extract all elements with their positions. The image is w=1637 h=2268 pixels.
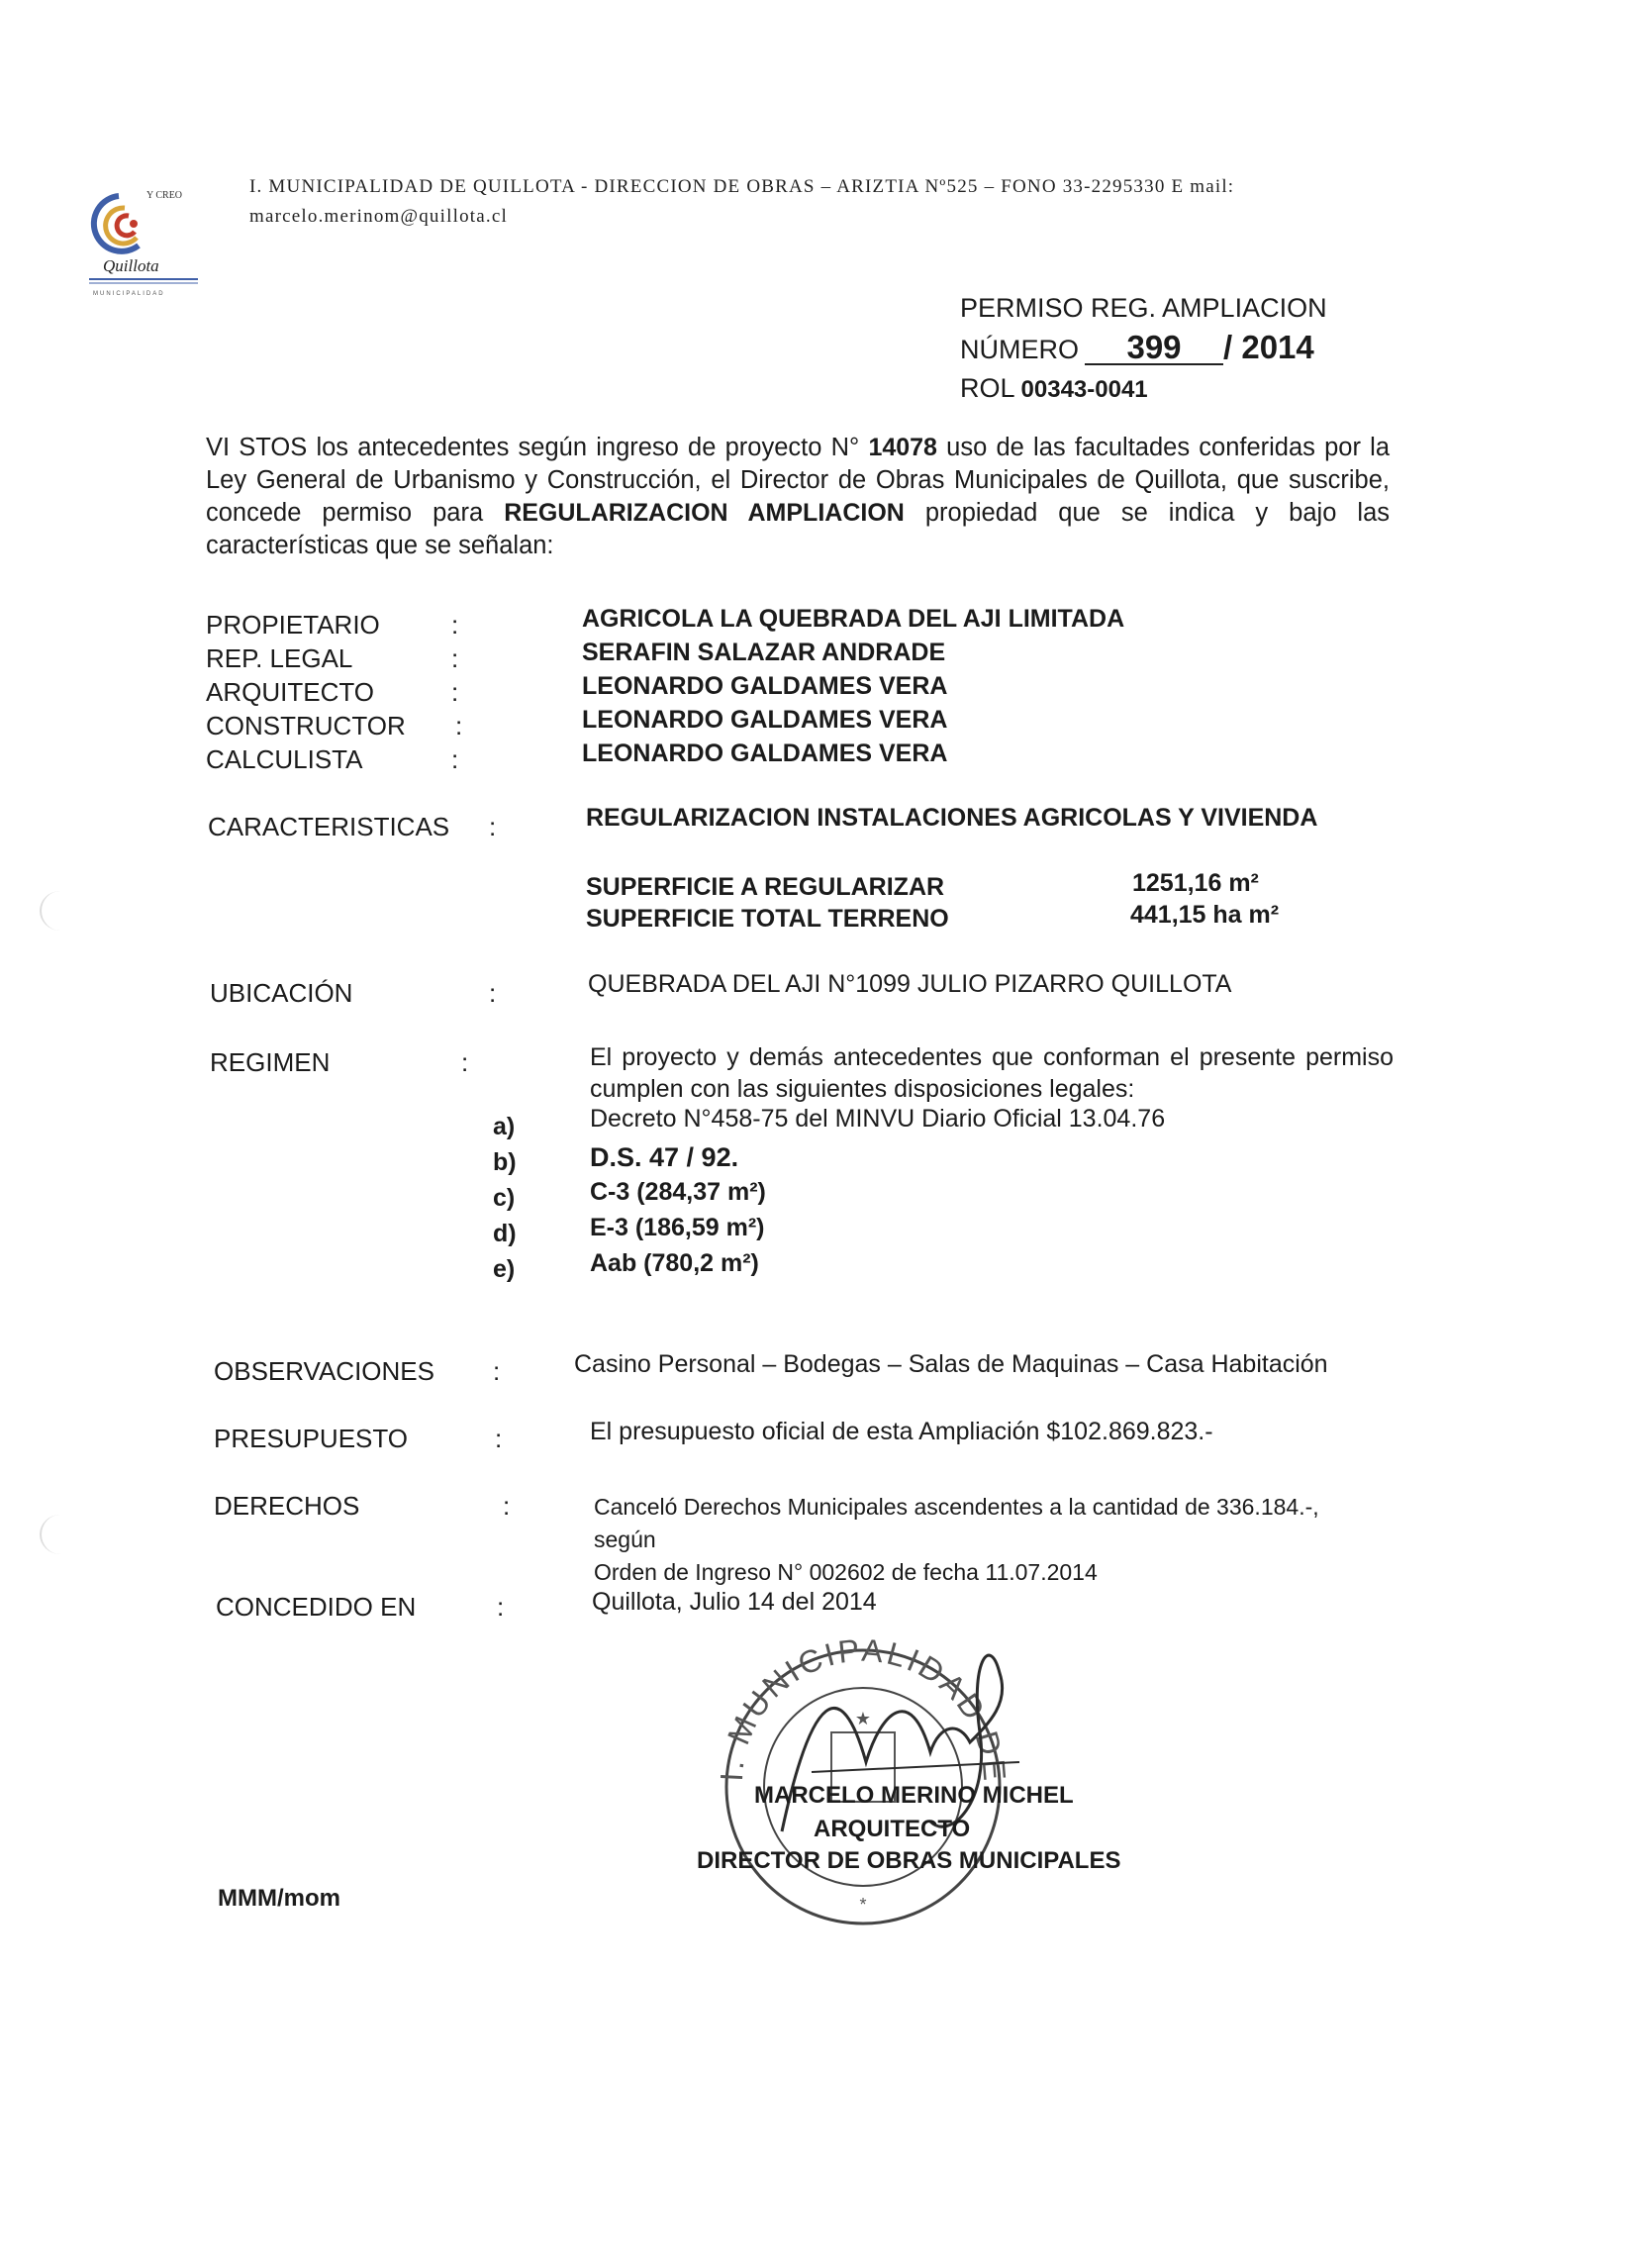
colon: : bbox=[489, 812, 497, 841]
caracteristicas-label: CARACTERISTICAS bbox=[208, 812, 450, 841]
official-seal bbox=[693, 1614, 1012, 1923]
svg-text:Y CREO: Y CREO bbox=[146, 190, 183, 201]
colon: : bbox=[451, 610, 459, 640]
terreno-value: 441,15 ha m² bbox=[1130, 901, 1280, 929]
regimen-item-e: Aab (780,2 m²) bbox=[590, 1249, 759, 1277]
project-number: 14078 bbox=[868, 434, 937, 461]
regimen-letter-a: a) bbox=[493, 1113, 516, 1140]
caracteristicas-value: REGULARIZACION INSTALACIONES AGRICOLAS Y VIVIENDA bbox=[586, 804, 1318, 832]
regimen-letter-c: c) bbox=[493, 1184, 516, 1212]
regimen-label: REGIMEN bbox=[210, 1047, 331, 1077]
permit-year: / 2014 bbox=[1223, 329, 1314, 365]
svg-text:I. MUNICIPALIDAD DE QUILLOTA: I. MUNICIPALIDAD DE bbox=[713, 1631, 1013, 1785]
constructor-label: CONSTRUCTOR bbox=[206, 711, 406, 740]
svg-text:Quillota: Quillota bbox=[103, 256, 159, 275]
permit-rol-row bbox=[960, 369, 1356, 409]
permit-info bbox=[960, 289, 1356, 409]
svg-text:MUNICIPALIDAD: MUNICIPALIDAD bbox=[93, 291, 165, 297]
superficie-value: 1251,16 m² bbox=[1132, 869, 1259, 897]
propietario-value: AGRICOLA LA QUEBRADA DEL AJI LIMITADA bbox=[582, 605, 1125, 633]
colon: : bbox=[461, 1047, 469, 1077]
ubicacion-label: UBICACIÓN bbox=[210, 978, 353, 1008]
presupuesto-value: El presupuesto oficial de esta Ampliación $102.869.823.- bbox=[590, 1418, 1213, 1445]
rep-legal-value: SERAFIN SALAZAR ANDRADE bbox=[582, 639, 946, 666]
svg-text:★: ★ bbox=[854, 1709, 872, 1728]
regimen-item-d: E-3 (186,59 m²) bbox=[590, 1214, 765, 1241]
letterhead-line-1: I. MUNICIPALIDAD DE QUILLOTA - DIRECCION DE OBRAS – ARIZTIA Nº525 – FONO 33-2295330 E mail: bbox=[249, 176, 1235, 197]
signatory-title: ARQUITECTO bbox=[814, 1816, 971, 1842]
permit-type: REGULARIZACION AMPLIACION bbox=[504, 499, 905, 527]
seal-and-signature bbox=[693, 1614, 1247, 1940]
municipality-logo bbox=[79, 176, 208, 300]
arquitecto-value: LEONARDO GALDAMES VERA bbox=[582, 672, 948, 700]
regimen-item-a: Decreto N°458-75 del MINVU Diario Oficial 13.04.76 bbox=[590, 1105, 1166, 1133]
derechos-line-2: Orden de Ingreso N° 002602 de fecha 11.07.2014 bbox=[594, 1559, 1098, 1585]
ubicacion-value: QUEBRADA DEL AJI N°1099 JULIO PIZARRO QUILLOTA bbox=[588, 970, 1232, 998]
colon: : bbox=[493, 1356, 501, 1386]
letterhead-email: marcelo.merinom@quillota.cl bbox=[249, 206, 508, 227]
calculista-label: CALCULISTA bbox=[206, 744, 363, 774]
permit-title: PERMISO REG. AMPLIACION bbox=[960, 293, 1327, 323]
punch-hole-mark bbox=[40, 891, 81, 931]
terreno-label: SUPERFICIE TOTAL TERRENO bbox=[586, 905, 949, 933]
permit-number-label: NÚMERO bbox=[960, 335, 1079, 364]
concedido-label: CONCEDIDO EN bbox=[216, 1592, 417, 1622]
colon: : bbox=[455, 711, 463, 740]
intro-text-1: VI STOS los antecedentes según ingreso de proyecto N° bbox=[206, 434, 860, 461]
colon: : bbox=[451, 643, 459, 673]
regimen-text: El proyecto y demás antecedentes que conforman el presente permiso cumplen con las siguientes disposiciones legales: bbox=[590, 1043, 1394, 1103]
permit-rol-label: ROL bbox=[960, 373, 1015, 403]
intro-text-3: propiedad que se indica y bajo las características que se señalan: bbox=[206, 499, 1390, 559]
regimen-item-c: C-3 (284,37 m²) bbox=[590, 1178, 766, 1206]
signatory-name: MARCELO MERINO MICHEL bbox=[754, 1782, 1074, 1809]
permit-rol: 00343-0041 bbox=[1020, 376, 1148, 403]
reference-initials: MMM/mom bbox=[218, 1885, 340, 1912]
intro-text-2: uso de las facultades conferidas por la Ley General de Urbanismo y Construcción, el Director de Obras Municipales de Quillota, que suscribe, concede permiso para bbox=[206, 434, 1391, 527]
constructor-value: LEONARDO GALDAMES VERA bbox=[582, 706, 948, 734]
permit-number-row bbox=[960, 328, 1356, 369]
colon: : bbox=[495, 1424, 503, 1453]
colon: : bbox=[497, 1592, 505, 1622]
concedido-value: Quillota, Julio 14 del 2014 bbox=[592, 1588, 877, 1616]
colon: : bbox=[489, 978, 497, 1008]
regimen-letter-d: d) bbox=[493, 1220, 517, 1247]
intro-paragraph bbox=[206, 432, 1390, 562]
colon: : bbox=[451, 744, 459, 774]
derechos-value bbox=[594, 1491, 1386, 1589]
arquitecto-label: ARQUITECTO bbox=[206, 677, 374, 707]
regimen-letter-e: e) bbox=[493, 1255, 516, 1283]
permit-number: 399 bbox=[1085, 332, 1223, 365]
superficie-label: SUPERFICIE A REGULARIZAR bbox=[586, 873, 945, 901]
observaciones-label: OBSERVACIONES bbox=[214, 1356, 434, 1386]
regimen-item-b: D.S. 47 / 92. bbox=[590, 1142, 739, 1172]
presupuesto-label: PRESUPUESTO bbox=[214, 1424, 409, 1453]
colon: : bbox=[503, 1491, 511, 1521]
regimen-letter-b: b) bbox=[493, 1148, 517, 1176]
calculista-value: LEONARDO GALDAMES VERA bbox=[582, 740, 948, 767]
observaciones-value: Casino Personal – Bodegas – Salas de Maquinas – Casa Habitación bbox=[574, 1350, 1328, 1378]
letterhead bbox=[249, 172, 1576, 232]
propietario-label: PROPIETARIO bbox=[206, 610, 380, 640]
derechos-label: DERECHOS bbox=[214, 1491, 360, 1521]
svg-text:*: * bbox=[859, 1895, 867, 1915]
colon: : bbox=[451, 677, 459, 707]
rep-legal-label: REP. LEGAL bbox=[206, 643, 353, 673]
punch-hole-mark bbox=[40, 1515, 81, 1554]
signatory-role: DIRECTOR DE OBRAS MUNICIPALES bbox=[697, 1847, 1121, 1874]
derechos-line-1: Canceló Derechos Municipales ascendentes a la cantidad de 336.184.-, según bbox=[594, 1494, 1319, 1552]
